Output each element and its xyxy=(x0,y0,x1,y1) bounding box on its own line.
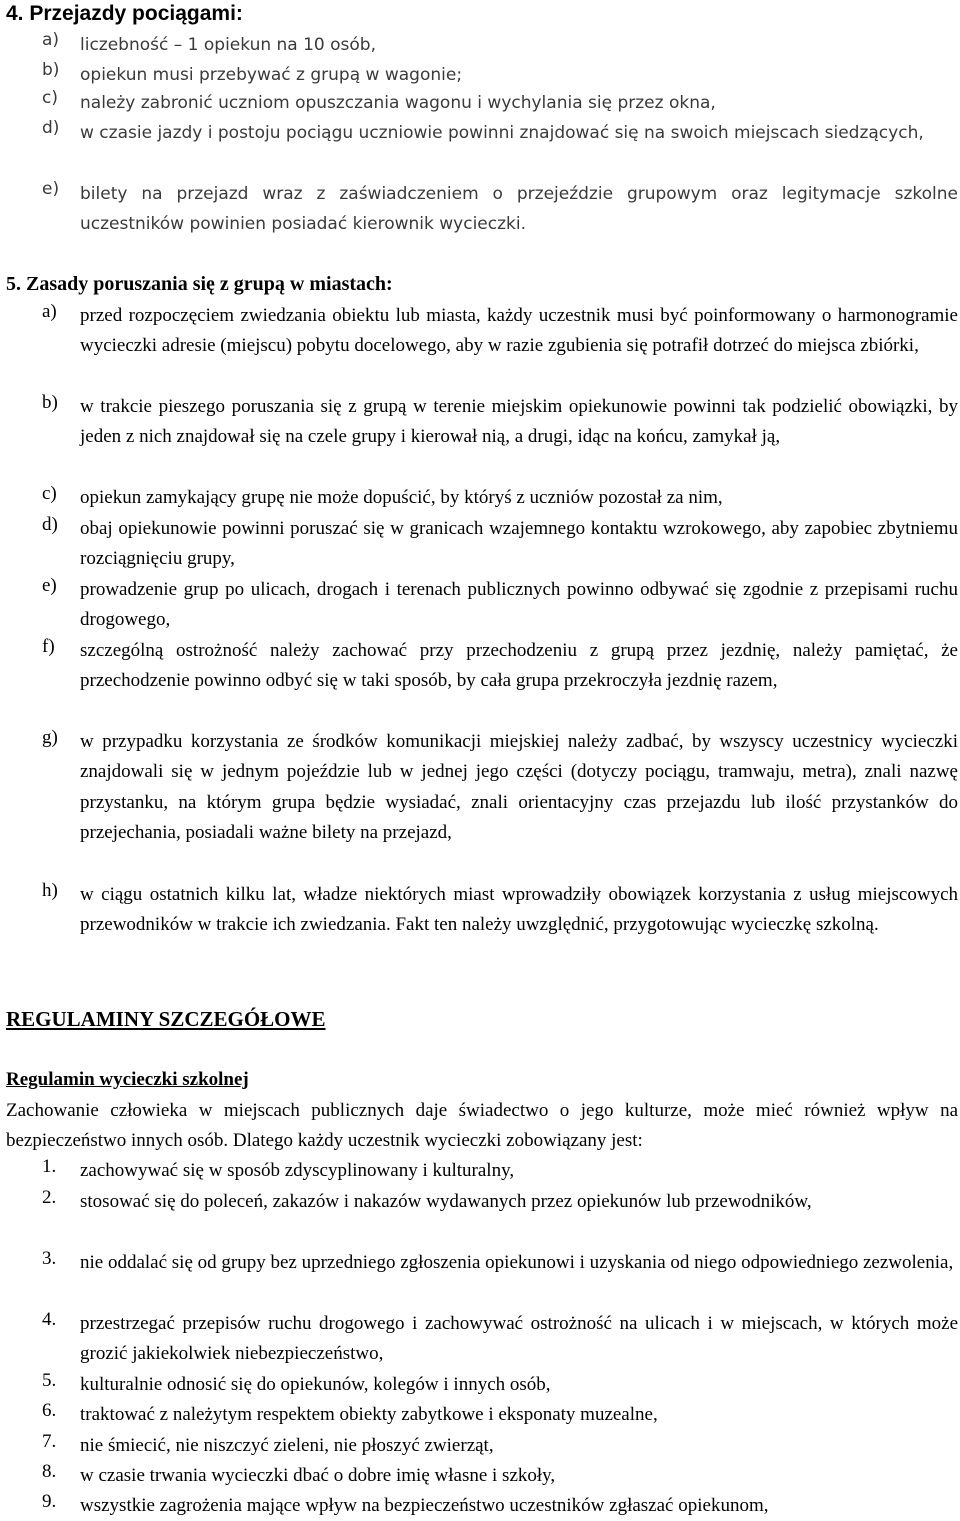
list-item-text: przestrzegać przepisów ruchu drogowego i zachowywać ostrożność na ulicach i w miejscach, w których może grozić jakiekolwiek niebezpieczeństwo, xyxy=(80,1313,958,1365)
list-item xyxy=(42,1187,958,1217)
list-item-label: c) xyxy=(42,483,57,504)
list-item xyxy=(42,1156,958,1186)
list-item-text: należy zabronić uczniom opuszczania wagonu i wychylania się przez okna, xyxy=(80,93,716,113)
list-item-text: szczególną ostrożność należy zachować przy przechodzeniu z grupą przez jezdnię, należy pamiętać, że przechodzenie powinno odbyć się w taki sposób, by cała grupa przekroczyła jezdnię razem, xyxy=(80,640,958,692)
regulations-subheading: Regulamin wycieczki szkolnej xyxy=(6,1069,249,1090)
list-item-label: 2. xyxy=(42,1187,57,1208)
list-item xyxy=(42,179,958,239)
list-item-text: stosować się do poleceń, zakazów i nakazów wydawanych przez opiekunów lub przewodników, xyxy=(80,1191,812,1212)
list-item-label: c) xyxy=(42,88,58,108)
list-item-label: d) xyxy=(42,118,60,138)
list-item-label: e) xyxy=(42,575,57,596)
list-item-label: 8. xyxy=(42,1461,57,1482)
list-item-label: 5. xyxy=(42,1370,57,1391)
list-item-label: h) xyxy=(42,880,58,901)
list-item-text: w trakcie pieszego poruszania się z grupą w terenie miejskim opiekunowie powinni tak podzielić obowiązki, by jeden z nich znajdował się na czele grupy i kierował nią, a drugi, idąc na końcu, zamykał ją, xyxy=(80,396,958,448)
list-item-text: w czasie jazdy i postoju pociągu uczniowie powinni znajdować się na swoich miejscach siedzących, xyxy=(80,123,924,143)
regulations-intro: Zachowanie człowieka w miejscach publicznych daje świadectwo o jego kulturze, może mieć również wpływ na bezpieczeństwo innych osób. Dlatego każdy uczestnik wycieczki zobowiązany jest: xyxy=(6,1100,958,1151)
list-item-text: w ciągu ostatnich kilku lat, władze niektórych miast wprowadziły obowiązek korzystania z usług miejscowych przewodników w trakcie ich zwiedzania. Fakt ten należy uwzględnić, przygotowując wycieczkę szkolną. xyxy=(80,884,958,936)
list-item xyxy=(42,30,958,60)
list-item-label: 4. xyxy=(42,1309,57,1330)
list-item-label: a) xyxy=(42,301,57,322)
list-item-label: e) xyxy=(42,179,60,199)
list-item-label: a) xyxy=(42,30,60,50)
list-item-text: bilety na przejazd wraz z zaświadczeniem o przejeździe grupowym oraz legitymacje szkolne uczestników powinien posiadać kierownik wycieczki. xyxy=(80,184,958,234)
list-item-text: zachowywać się w sposób zdyscyplinowany i kulturalny, xyxy=(80,1160,515,1181)
list-item-text: wszystkie zagrożenia mające wpływ na bezpieczeństwo uczestników zgłaszać opiekunom, xyxy=(80,1495,769,1516)
list-item-text: liczebność – 1 opiekun na 10 osób, xyxy=(80,35,377,55)
section-4-heading: 4. Przejazdy pociągami: xyxy=(6,2,243,25)
list-item xyxy=(42,1370,958,1400)
list-item xyxy=(42,392,958,453)
list-item-label: f) xyxy=(42,636,55,657)
list-item xyxy=(42,636,958,697)
list-item-label: 7. xyxy=(42,1431,57,1452)
list-item-text: traktować z należytym respektem obiekty zabytkowe i eksponaty muzealne, xyxy=(80,1404,658,1425)
list-item-label: b) xyxy=(42,392,58,413)
list-item-label: 3. xyxy=(42,1248,57,1269)
list-item xyxy=(42,1248,958,1278)
list-item xyxy=(42,118,958,148)
list-item xyxy=(42,880,958,941)
list-item-text: w przypadku korzystania ze środków komunikacji miejskiej należy zadbać, by wszyscy uczestnicy wycieczki znajdowali się w jednym pojeździe lub w jednej jego części (dotyczy pociągu, tramwaju, metra), znali nazwę przystanku, na którym grupa będzie wysiadać, znali orientacyjny czas przejazdu lub ilość przystanków do przejechania, posiadali ważne bilety na przejazd, xyxy=(80,731,958,843)
list-item-label: 1. xyxy=(42,1156,57,1177)
list-item-text: nie oddalać się od grupy bez uprzedniego zgłoszenia opiekunowi i uzyskania od niego odpowiedniego zezwolenia, xyxy=(80,1252,954,1273)
list-item-label: g) xyxy=(42,727,58,748)
list-item xyxy=(42,301,958,362)
list-item-text: nie śmiecić, nie niszczyć zieleni, nie płoszyć zwierząt, xyxy=(80,1435,494,1456)
list-item-label: b) xyxy=(42,60,60,80)
list-item xyxy=(42,1400,958,1430)
list-item-label: d) xyxy=(42,514,58,535)
list-item xyxy=(42,88,958,118)
list-item xyxy=(42,1461,958,1491)
list-item xyxy=(42,60,958,90)
list-item-label: 9. xyxy=(42,1491,57,1512)
list-item xyxy=(42,1309,958,1370)
list-item-label: 6. xyxy=(42,1400,57,1421)
list-item-text: opiekun musi przebywać z grupą w wagonie; xyxy=(80,65,463,85)
list-item xyxy=(42,483,958,513)
list-item-text: prowadzenie grup po ulicach, drogach i terenach publicznych powinno odbywać się zgodnie z przepisami ruchu drogowego, xyxy=(80,579,958,631)
regulations-heading: REGULAMINY SZCZEGÓŁOWE xyxy=(6,1007,326,1031)
list-item xyxy=(42,514,958,575)
list-item-text: w czasie trwania wycieczki dbać o dobre imię własne i szkoły, xyxy=(80,1465,556,1486)
list-item-text: opiekun zamykający grupę nie może dopuścić, by któryś z uczniów pozostał za nim, xyxy=(80,487,723,508)
list-item xyxy=(42,1431,958,1461)
list-item xyxy=(42,575,958,636)
list-item xyxy=(42,1491,958,1521)
list-item-text: przed rozpoczęciem zwiedzania obiektu lub miasta, każdy uczestnik musi być poinformowany o harmonogramie wycieczki adresie (miejscu) pobytu docelowego, aby w razie zgubienia się potrafił dotrzeć do miejsca zbiórki, xyxy=(80,305,958,357)
list-item-text: kulturalnie odnosić się do opiekunów, kolegów i innych osób, xyxy=(80,1374,551,1395)
section-5-heading: 5. Zasady poruszania się z grupą w miastach: xyxy=(6,273,393,295)
list-item xyxy=(42,727,958,848)
list-item-text: obaj opiekunowie powinni poruszać się w granicach wzajemnego kontaktu wzrokowego, aby zapobiec zbytniemu rozciągnięciu grupy, xyxy=(80,518,958,570)
